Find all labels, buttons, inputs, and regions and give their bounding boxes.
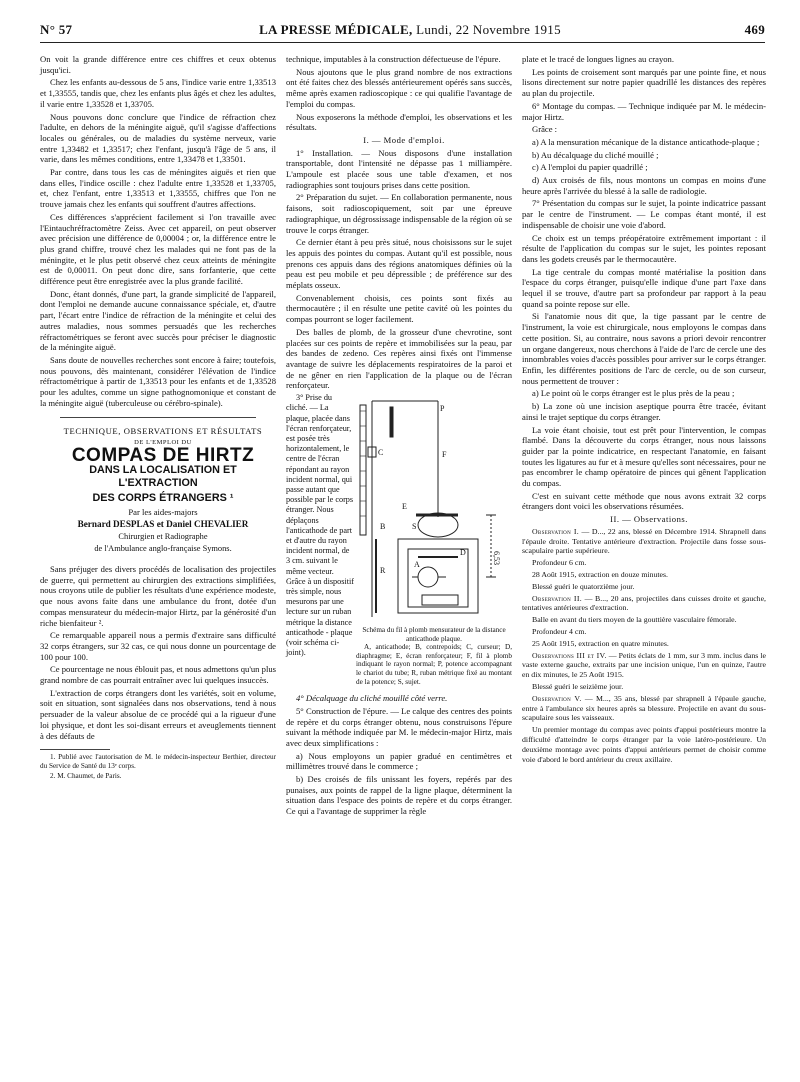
paragraph: Ce remarquable appareil nous a permis d'extraire sans difficulté 32 corps étrangers, sur 32 cas, ce qui nous donne un pourcentage de 100 pour 100. <box>40 630 276 662</box>
observation-entry: Profondeur 6 cm. <box>532 558 587 568</box>
page-header <box>40 22 765 43</box>
paragraph: Par contre, dans tous les cas de méningites aiguës et rien que dans elles, l'indice oscille : chez l'adulte entre 1,33528 et 1,33705, et, chez l'enfant, entre 1,33513 et 1,33555, chiffres que l'on ne trouve jamais chez les enfants qui souffrent d'autres affections. <box>40 167 276 210</box>
paragraph: Les points de croisement sont marqués par une pointe fine, et nous lisons directement sur notre papier quadrillé les distances des repères au plan du projectile. <box>522 66 766 99</box>
observation-entry: Observation II. — B..., 20 ans, projectiles dans cuisses droite et gauche, tentatives antérieures d'extraction. <box>522 593 766 613</box>
figure-block <box>286 393 512 693</box>
paragraph: b) La zone où une incision aseptique pourra être tracée, évitant ainsi le trajet septique du corps étranger. <box>522 401 766 422</box>
paragraph: 2° Préparation du sujet. — En collaboration permanente, nous faisons, soit radioscopiquement, soit par une épreuve radiographique, un dégrossissage indispensable de la région où se trouve le corps étranger. <box>286 192 513 235</box>
metric-scale <box>360 405 366 535</box>
article-authors: Bernard DESPLAS et Daniel CHEVALIER <box>77 519 249 530</box>
paragraph: Grâce : <box>532 124 558 135</box>
paragraph: 4° Décalquage du cliché mouillé côté verre. <box>296 693 448 704</box>
observation-entry: Profondeur 4 cm. <box>532 627 587 636</box>
paragraph: Donc, étant donnés, d'une part, la grande simplicité de l'appareil, dont l'emploi ne demande aucune connaissance spéciale, et, d'autre part, l'écart entre l'indice de réfraction de la méningite et celui des autres maladies, nous sommes persuadés que les recherches réfractométriques se feront avec succès pour préciser le diagnostic de la méningite aiguë. <box>40 288 276 353</box>
fig-label-s: S <box>412 522 417 532</box>
paragraph: L'extraction de corps étrangers dont les variétés, soit en volume, soit en situation, sont signalées dans nos observations, tend à nous persuader de la valeur absolue de ce procédé qui a la rigueur d'une loi physique, et dont les soi-disant erreurs et aveuglements tiennent à des défauts de <box>40 687 276 741</box>
page-number-right: 469 <box>744 22 765 37</box>
paragraph: La tige centrale du compas monté matérialise la position dans l'espace du corps étranger, puisqu'elle indique d'une part l'axe dans lequel il se trouve, d'autre part sa profondeur par rapport à la peau quand sa pointe repose sur elle. <box>522 266 766 309</box>
fig-label-e: E <box>402 502 407 512</box>
paragraph: 6° Montage du compas. — Technique indiquée par M. le médecin-major Hirtz. <box>522 100 766 122</box>
paragraph: La voie étant choisie, tout est prêt pour l'intervention, le compas flambé. Dans la découverte du corps étranger, nous nous laissons guider par la pointe indicatrice, en respectant l'anatomie, en faisant toutes les ligatures au fur et à mesure qu'elles sont nécessaires, pour ne pas encombrer le champ opératoire de pinces qui gênent l'application du compas. <box>522 424 766 489</box>
paragraph: 1° Installation. — Nous disposons d'une installation transportable, dont l'intensité ne dépasse pas 1 milliampère. L'ampoule est placée sous une table d'examen, et nos radiographies sont toujours prises dans cette position. <box>286 147 512 190</box>
paragraph: plate et le tracé de longues lignes au crayon. <box>522 54 674 64</box>
article-kicker-small: DE L'EMPLOI DU <box>134 439 192 447</box>
plumb-line-diagram <box>356 397 512 622</box>
fig-label-d: D <box>460 548 466 558</box>
article-title: COMPAS DE HIRTZ <box>71 444 255 466</box>
paragraph: Ce choix est un temps préopératoire extrêmement important : il résulte de l'application du compas sur le sujet, les pointes reposant dans les godets creusés par le thermocautère. <box>522 232 766 264</box>
fig-label-p: P <box>440 404 445 414</box>
observation-entry: Blessé guéri le quatorzième jour. <box>532 581 635 591</box>
paragraph: a) Le point où le corps étranger est le plus près de la peau ; <box>532 388 735 399</box>
article-separator <box>60 417 256 418</box>
column-1 <box>40 54 276 783</box>
observation-entry: Observations III et IV. — Petits éclats de 1 mm, sur 3 mm. inclus dans le vaste externe gauche, extraits par une incision unique, l'un en quinze, l'autre en dix minutes, le 25 Août 1915. <box>522 650 767 680</box>
paragraph: 3° Prise du cliché. — La plaque, placée dans l'écran renforçateur, est posée très horizontalement, le centre de l'écran répondant au rayon incident normal, qui passe autant que possible par le corps étranger. Nous déplaçons l'anticathode de part et d'autre du rayon incident normal, de 3 cm. suivant le même vecteur. Grâce à un dispositif très simple, nous mesurons par une lecture sur un ruban métrique la distance anticathode - plaque (voir schéma ci-joint). <box>286 393 354 658</box>
observation-entry: Blessé guéri le seizième jour. <box>532 681 624 691</box>
paragraph: Sans doute de nouvelles recherches sont encore à faire; toutefois, nous pouvons, dès maintenant, considérer l'élévation de l'indice réfractométrique à partir de 1,33513 pour les enfants et de 1,33528 pour les adultes, comme un signe pathognomonique et constant de la méningite aiguë (tuberculeuse ou cérébro-spinale). <box>40 354 276 408</box>
paragraph: Des balles de plomb, de la grosseur d'une chevrotine, sont placées sur ces points de repère et immobilisées sur la peau, par des bandes de zedeno. Ces repères ainsi fixés ont l'immense avantage de suivre les déplacements respiratoires de la paroi et de ne gêner en rien l'application de la plaque ou de l'écran renforçateur. <box>286 326 512 391</box>
footnote-rule <box>40 749 110 750</box>
article-kicker: TECHNIQUE, OBSERVATIONS ET RÉSULTATS <box>63 425 263 436</box>
paragraph: Ce pourcentage ne nous éblouit pas, et nous admettons qu'un plus grand nombre de cas pourrait entraîner avec lui quelques insuccès. <box>40 664 276 686</box>
paragraph: Sans préjuger des divers procédés de localisation des projectiles de guerre, qui permettent au chirurgien des extractions simplifiées, nous croyons utile de publier les résultats d'une expérience modeste, que nous avons faite dans une ambulance du front, dotée d'un compas mensurateur du médecin-major Hirtz, par la générosité d'un riche bienfaiteur ². <box>40 564 276 628</box>
paragraph: Nous ajoutons que le plus grand nombre de nos extractions ont été faites chez des blessés antérieurement opérés sans succès, même après examen radioscopique : ce qui qualifie l'avantage de l'emploi du compas. <box>286 66 512 109</box>
fig-dimension-label: 6,53 <box>492 551 501 566</box>
fig-label-a: A <box>414 560 420 570</box>
article-byline: Par les aides-majors <box>128 506 198 517</box>
issue-date: Lundi, 22 Novembre 1915 <box>416 22 561 37</box>
observation-entry: 25 Août 1915, extraction en quatre minutes. <box>532 638 669 648</box>
journal-masthead <box>240 22 580 38</box>
paragraph: On voit la grande différence entre ces chiffres et ceux obtenus jusqu'ici. <box>40 54 276 75</box>
observation-entry: Observation V. — M..., 35 ans, blessé par shrapnell à l'épaule gauche, entre à l'ambulance six heures après sa blessure. Projectile en avant du sous-scapulaire sous les vaisseaux. <box>522 693 766 723</box>
paragraph: Nous pouvons donc conclure que l'indice de réfraction chez l'adulte, en dehors de la méningite aiguë, qu'il s'agisse d'affections locales ou générales, ou de maladies du système nerveux, varie entre 1,33482 et 1,33517; chez l'enfant, jusqu'à l'âge de 5 ans, il varie, dans les mêmes conditions, entre 1,33478 et 1,33501. <box>40 111 276 165</box>
observation-entry: 28 Août 1915, extraction en douze minutes. <box>532 570 668 580</box>
section-heading: II. — Observations. <box>610 514 688 525</box>
figure-caption <box>356 626 512 686</box>
paragraph: Nous exposerons la méthode d'emploi, les observations et les résultats. <box>286 111 512 133</box>
journal-title: LA PRESSE MÉDICALE, <box>259 22 413 37</box>
column-2 <box>286 54 512 819</box>
paragraph: b) Des croisés de fils unissant les foyers, repérés par des punaises, aux points de rappel de la ligne plaque, déterminent la situation dans l'espace des points de repère et du corps étranger. Ce qui a l'avantage de supprimer la règle <box>286 774 512 817</box>
observation-entry: Balle en avant du tiers moyen de la gouttière vasculaire fémorale. <box>532 615 737 625</box>
paragraph: b) Au décalquage du cliché mouillé ; <box>532 149 659 160</box>
paragraph: c) A l'emploi du papier quadrillé ; <box>532 162 648 173</box>
paragraph: 7° Présentation du compas sur le sujet, la pointe indicatrice passant par le centre de l'instrument. — Le compas étant monté, il est indispensable de choisir une voie d'abord. <box>522 198 766 230</box>
paragraph: C'est en suivant cette méthode que nous avons extrait 32 corps étrangers dont voici les observations résumées. <box>522 490 766 512</box>
paragraph: Ces différences s'apprécient facilement si l'on travaille avec l'Eintauchréfractomètre Zeiss. Avec cet appareil, on peut observer avec précision une différence de 0,00004 ; or, la différence entre le plus grand chiffre, trouvé chez les malades qui ne font pas de la méningite, et le plus petit observé chez ceux atteints de méningite est de 0,00011. On peut donc dire, sans forfanterie, que cette différence peut être enregistrée avec la plus grande facilité. <box>40 211 276 287</box>
paragraph: Ce dernier étant à peu près situé, nous choisissons sur le sujet les appuis des pointes du compas. Autant qu'il est possible, nous prenons ces appuis dans des régions anatomiques définies où la peau est peu mobile et peu dépressible ; de préférence sur des méplats osseux. <box>286 237 512 291</box>
fig-label-r: R <box>380 566 386 576</box>
page-number-left: N° 57 <box>40 22 73 37</box>
article-subtitle-1: DANS LA LOCALISATION ET L'EXTRACTION <box>89 463 237 489</box>
author-affiliation-2: de l'Ambulance anglo-française Symons. <box>94 544 232 554</box>
section-heading: I. — Mode d'emploi. <box>363 134 445 145</box>
observation-entry: Observation I. — D..., 22 ans, blessé en Décembre 1914. Shrapnell dans l'épaule droite. Tentative antérieure d'extraction. Projectile dans fosse sous-scapulaire partie supérieure. <box>522 526 766 556</box>
article-subtitle-2: DES CORPS ÉTRANGERS ¹ <box>92 491 234 504</box>
footnote: 1. Publié avec l'autorisation de M. le médecin-inspecteur Berthier, directeur du Service de Santé du 13ᵉ corps. <box>40 753 276 770</box>
paragraph: a) Nous employons un papier gradué en centimètres et millimètres trouvé dans le commerce ; <box>286 750 512 772</box>
fig-label-f: F <box>442 450 447 460</box>
wrapped-paragraph <box>286 393 354 658</box>
figure <box>356 397 512 686</box>
caption-title: Schéma du fil à plomb mensurateur de la distance anticathode plaque. <box>362 626 506 643</box>
observation-entry: Un premier montage du compas avec points d'appui postérieurs montre la difficulté d'atteindre le corps étranger par la voie latéro-postérieure. Un deuxième montage avec points d'appui antérieurs permet de choisir comme voie d'abord le bord antérieur du creux axillaire. <box>522 725 766 764</box>
fig-label-c: C <box>378 448 384 458</box>
paragraph: technique, imputables à la construction défectueuse de l'épure. <box>286 54 501 64</box>
paragraph: a) A la mensuration mécanique de la distance anticathode-plaque ; <box>532 136 760 147</box>
paragraph: Chez les enfants au-dessous de 5 ans, l'indice varie entre 1,33513 et 1,33555, tandis que, chez les enfants plus âgés et chez les adultes, il varie entre 1,33528 et 1,33705. <box>40 77 276 109</box>
paragraph: Si l'anatomie nous dit que, la tige passant par le centre de l'instrument, la voie est chirurgicale, nous employons le compas dans cette position. Si, au contraire, nous savons a priori devoir rencontrer un organe dangereux, nous cherchons à l'aide de l'arc de cercle une des innombrables voies d'accès possibles pour arriver sur le corps étranger. Enfin, les différentes positions de l'arc de cercle, ou de son curseur, nous permettent de trouver : <box>522 311 767 386</box>
fig-label-b: B <box>380 522 386 532</box>
paragraph: Convenablement choisis, ces points sont fixés au thermocautère ; il en résulte une petite cavité où les pointes du compas pourront se loger facilement. <box>286 292 512 325</box>
column-3 <box>522 54 766 766</box>
paragraph: d) Aux croisés de fils, nous montons un compas en moins d'une heure après l'arrivée du blessé à la salle de radiologie. <box>522 175 766 196</box>
caption-legend: A, anticathode; B, contrepoids; C, curseur; D, diaphragme; E, écran renforçateur; F, fil à plomb indiquant le rayon normal; P, potence accompagnant le chariot du tube; R, ruban métrique fixé au montant de la potence; S, sujet. <box>356 643 512 686</box>
footnote: 2. M. Chaumet, de Paris. <box>50 772 122 781</box>
author-affiliation-1: Chirurgien et Radiographe <box>118 532 208 542</box>
paragraph: 5° Construction de l'épure. — Le calque des centres des points de repère et du corps étranger obtenu, nous construisons l'épure suivant la méthode indiquée par M. le médecin-major Hirtz, mais avec deux simplifications : <box>286 705 512 748</box>
